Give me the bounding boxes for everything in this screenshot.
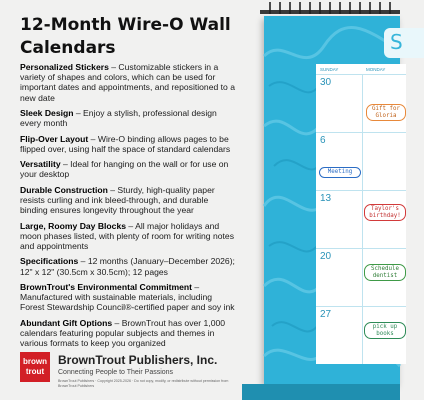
feature-item (20, 62, 238, 103)
feature-item (20, 282, 238, 313)
calendar-base-shadow (242, 384, 400, 400)
feature-item (20, 318, 238, 349)
day-number: 6 (320, 135, 326, 146)
browntrout-logo (20, 352, 50, 382)
feature-text: – Ideal for hanging on the wall or for use on your desktop (20, 159, 229, 180)
feature-text: – Enjoy a stylish, professional design every month (20, 108, 217, 129)
feature-text: – Sturdy, high-quality paper resists curling and ink bleed-through, and durable binding ensures longevity throughout the year (20, 184, 215, 216)
sticker-meeting: Meeting (319, 167, 361, 178)
feature-heading: Durable Construction (20, 184, 108, 195)
grid-line (362, 74, 363, 364)
feature-heading: Large, Roomy Day Blocks (20, 220, 127, 231)
day-number: 30 (320, 77, 332, 88)
feature-text: – Customizable stickers in a variety of shapes and colors, which can be used for important dates and appointments, and repositioned to a new date (20, 62, 235, 103)
feature-text: – Wire-O binding allows pages to be flipped over, using half the space of standard calendars (20, 133, 231, 154)
logo-text-line1: brown (23, 357, 47, 366)
grid-line (316, 190, 406, 191)
calendar-grid (316, 64, 406, 364)
day-header-monday: MONDAY (366, 67, 386, 72)
feature-heading: Versatility (20, 159, 61, 170)
feature-item (20, 221, 238, 252)
feature-heading: BrownTrout's Environmental Commitment (20, 281, 193, 292)
sticker-books: pick up books (364, 322, 406, 339)
feature-text: – Manufactured with sustainable materials, including Forest Stewardship Council®-certified paper and soy ink (20, 281, 235, 313)
feature-item (20, 134, 238, 154)
day-header-sunday: SUNDAY (320, 67, 339, 72)
publisher-legal-text: BrownTrout Publishers · Copyright 2025-2026 · Do not copy, modify, or redistribute without permission from BrownTrout Publishers (58, 379, 229, 388)
feature-item (20, 159, 238, 179)
day-number: 13 (320, 193, 332, 204)
page-title: 12-Month Wire-O Wall Calendars (20, 15, 231, 58)
feature-heading: Specifications (20, 256, 79, 267)
feature-text: – BrownTrout has over 1,000 calendars featuring popular subjects and themes in various formats to keep you organized (20, 317, 226, 349)
logo-text-line2: trout (25, 367, 45, 376)
feature-text: – All major holidays and moon phases listed, with plenty of room for writing notes and appointments (20, 220, 234, 251)
day-number: 27 (320, 309, 332, 320)
month-name: S (390, 30, 403, 54)
feature-heading: Personalized Stickers (20, 62, 109, 72)
feature-heading: Abundant Gift Options (20, 317, 113, 328)
sticker-birthday: Taylor's birthday! (364, 204, 406, 221)
day-number: 20 (320, 251, 332, 262)
feature-heading: Sleek Design (20, 108, 74, 118)
grid-line (316, 306, 406, 307)
feature-heading: Flip-Over Layout (20, 133, 89, 144)
calendar-page (264, 16, 403, 384)
month-header (384, 28, 424, 58)
feature-item (20, 108, 238, 128)
feature-item (20, 256, 238, 276)
sticker-gift-reminder: Gift for Gloria (366, 104, 406, 121)
publisher-name: BrownTrout Publishers, Inc. (58, 353, 218, 367)
grid-line (316, 248, 406, 249)
feature-list (20, 62, 238, 354)
feature-text: – 12 months (January–December 2026); 12" x 12" (30.5cm x 30.5cm); 12 pages (20, 256, 235, 277)
grid-line (316, 74, 406, 75)
feature-item (20, 185, 238, 216)
sticker-dentist: Schedule dentist (364, 264, 406, 281)
calendar-product-image (242, 0, 403, 400)
publisher-block (20, 352, 240, 396)
grid-line (316, 132, 406, 133)
publisher-tagline: Connecting People to Their Passions (58, 369, 174, 376)
